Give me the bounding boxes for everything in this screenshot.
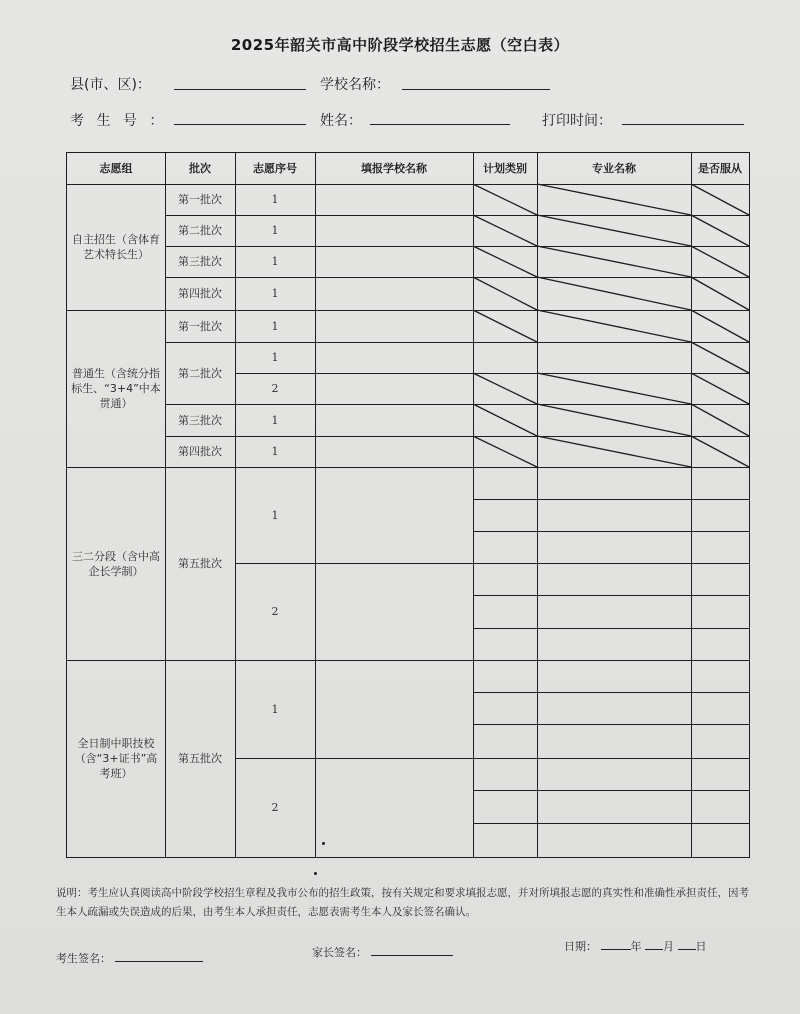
seq-cell: 1: [271, 413, 279, 427]
col-header-seq: 志愿序号: [253, 162, 297, 175]
batch-cell: 第四批次: [178, 445, 222, 458]
month-label: 月: [663, 940, 674, 953]
col-header-batch: 批次: [189, 162, 211, 175]
col-divider: [473, 153, 474, 857]
group-label-32-segment: 三二分段（含中高企长学制）: [72, 549, 160, 578]
row-divider: [473, 823, 749, 824]
row-divider: [473, 563, 749, 564]
parent-signature: [312, 944, 453, 960]
exam-no-label: 考 生 号 ：: [70, 113, 168, 129]
group-label-regular: 普通生（含统分指标生、“3+4”中本贯通）: [71, 367, 161, 410]
col-header-obey: 是否服从: [698, 162, 742, 175]
seq-cell: 1: [271, 255, 279, 268]
col-divider: [537, 153, 538, 857]
row-divider: [473, 758, 749, 759]
row-divider: [473, 724, 749, 725]
row-divider: [473, 692, 749, 693]
group-label-vocational: 全日制中职技校（含“3+证书”高考班）: [74, 737, 158, 780]
ink-speck: [322, 842, 325, 845]
col-header-major: 专业名称: [592, 162, 636, 175]
student-signature: [56, 950, 203, 966]
batch-cell: 第五批次: [178, 752, 222, 765]
seq-cell: 1: [271, 193, 279, 206]
print-time-input[interactable]: [622, 124, 744, 125]
day-input[interactable]: [678, 940, 696, 950]
group-label-independent: 自主招生（含体育艺术特长生）: [72, 233, 160, 261]
name-input[interactable]: [370, 124, 510, 125]
seq-cell: 1: [271, 351, 279, 364]
row-divider: [473, 531, 749, 532]
print-time-label: 打印时间：: [542, 113, 612, 129]
row-divider: [473, 499, 749, 500]
col-header-plan-type: 计划类别: [483, 162, 527, 175]
seq-cell: 1: [271, 445, 279, 458]
col-header-group: 志愿组: [99, 162, 133, 175]
student-signature-label: 考生签名：: [56, 952, 111, 965]
col-header-school: 填报学校名称: [361, 162, 427, 175]
day-label: 日: [695, 940, 707, 953]
batch-cell: 第一批次: [178, 319, 222, 333]
school-name-input[interactable]: [402, 89, 550, 90]
school-name-label: 学校名称：: [320, 77, 390, 93]
page-title: 2025年韶关市高中阶段学校招生志愿（空白表）: [230, 36, 570, 54]
ink-speck: [314, 872, 317, 875]
seq-cell: 2: [271, 382, 279, 395]
name-label: 姓名：: [320, 113, 362, 129]
seq-cell: 1: [271, 224, 279, 237]
parent-signature-line[interactable]: [371, 946, 453, 956]
row-divider: [473, 790, 749, 791]
date-label: 日期：: [564, 940, 597, 953]
batch-cell: 第二批次: [178, 366, 222, 380]
batch-cell: 第三批次: [178, 413, 222, 427]
parent-signature-label: 家长签名：: [312, 946, 367, 959]
batch-cell: 第四批次: [178, 287, 222, 300]
county-label: 县(市、区)：: [70, 77, 151, 93]
date-field: [564, 938, 707, 954]
month-input[interactable]: [645, 940, 663, 950]
year-input[interactable]: [601, 940, 631, 950]
seq-cell: 2: [271, 801, 279, 814]
batch-cell: 第五批次: [178, 557, 222, 570]
seq-cell: 1: [271, 702, 279, 716]
batch-cell: 第一批次: [178, 193, 222, 206]
col-divider: [691, 153, 692, 857]
row-divider: [473, 628, 749, 629]
row-divider: [473, 595, 749, 596]
school-name-entry-area[interactable]: [317, 186, 471, 855]
county-input[interactable]: [174, 89, 306, 90]
volunteer-table: [66, 152, 750, 858]
seq-cell: 2: [271, 605, 279, 618]
exam-no-input[interactable]: [174, 124, 306, 125]
year-label: 年: [630, 940, 642, 953]
student-signature-line[interactable]: [115, 952, 203, 962]
seq-cell: 1: [271, 319, 279, 333]
seq-cell: 1: [271, 287, 279, 300]
instructions-note: 说明：考生应认真阅读高中阶段学校招生章程及我市公布的招生政策，按有关规定和要求填报志愿，并对所填报志愿的真实性和准确性承担责任，因考生本人疏漏或失误造成的后果，由考生本人承担责任，志愿表需考生本人及家长签名确认。: [56, 887, 749, 918]
batch-cell: 第三批次: [178, 255, 222, 268]
batch-cell: 第二批次: [178, 224, 222, 237]
seq-cell: 1: [271, 508, 279, 522]
